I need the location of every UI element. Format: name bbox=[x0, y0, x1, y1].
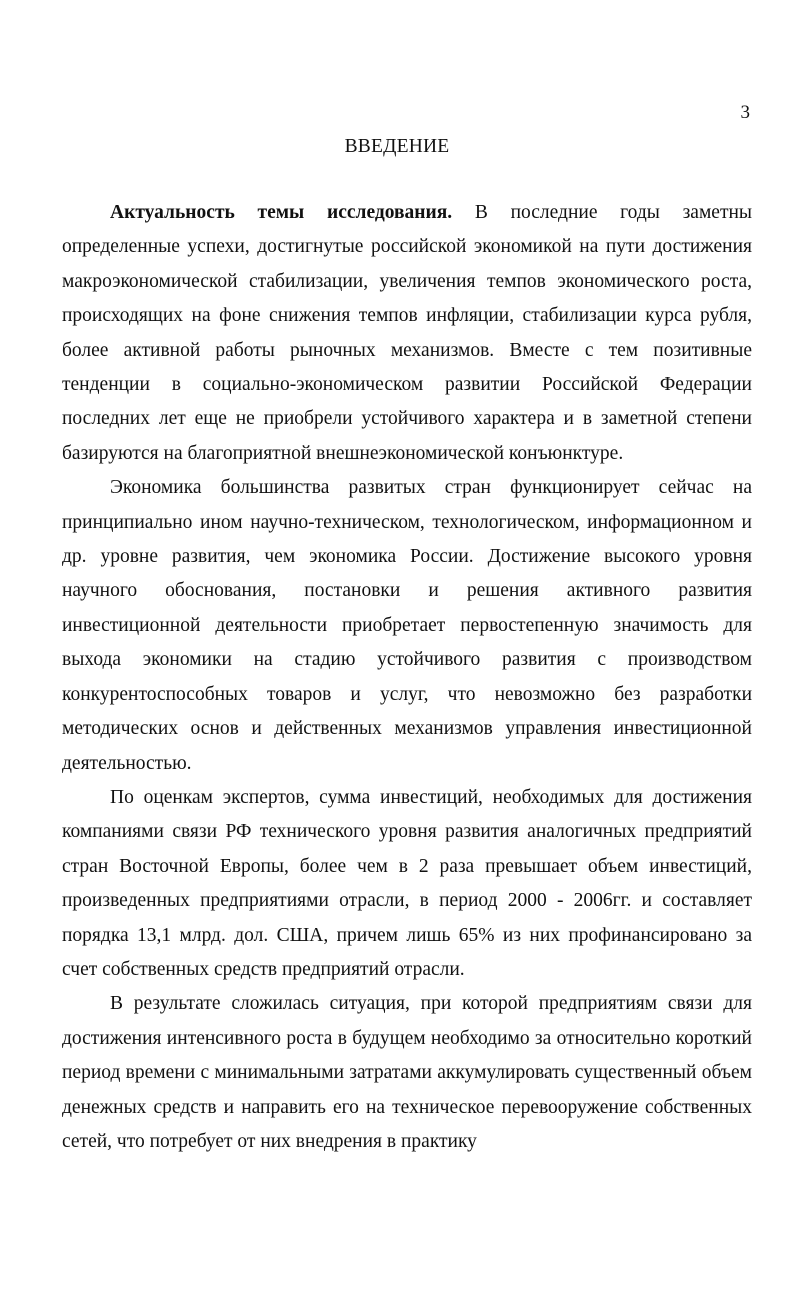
paragraph-economy: Экономика большинства развитых стран функционирует сейчас на принципиально ином научно-техническом, технологическом, информационном и др. уровне развития, чем экономика России. Достижение высокого уровня научного обоснования, постановки и решения активного развития инвестиционной деятельности приобретает первостепенную значимость для выхода экономики на стадию устойчивого развития с производством конкурентоспособных товаров и услуг, что невозможно без разработки методических основ и действенных механизмов управления инвестиционной деятельностью. bbox=[62, 477, 752, 774]
paragraph-relevance bbox=[62, 196, 752, 471]
paragraph-experts: По оценкам экспертов, сумма инвестиций, необходимых для достижения компаниями связи РФ технического уровня развития аналогичных предприятий стран Восточной Европы, более чем в 2 раза превышает объем инвестиций, произведенных предприятиями отрасли, в период 2000 - 2006гг. и составляет порядка 13,1 млрд. дол. США, причем лишь 65% из них профинансировано за счет собственных средств предприятий отрасли. bbox=[62, 786, 752, 980]
section-title: ВВЕДЕНИЕ bbox=[344, 136, 450, 157]
body-text bbox=[62, 196, 752, 1159]
page-number: 3 bbox=[740, 102, 750, 123]
paragraph-result: В результате сложилась ситуация, при которой предприятиям связи для достижения интенсивного роста в будущем необходимо за относительно короткий период времени с минимальными затратами аккумулировать существенный объем денежных средств и направить его на техническое перевооружение собственных сетей, что потребует от них внедрения в практику bbox=[62, 993, 752, 1152]
paragraph-lead: Актуальность темы исследования. bbox=[110, 202, 453, 223]
paragraph-text: В последние годы заметны определенные успехи, достигнутые российской экономикой на пути достижения макроэкономической стабилизации, увеличения темпов экономического роста, происходящих на фоне снижения темпов инфляции, стабилизации курса рубля, более активной работы рыночных механизмов. Вместе с тем позитивные тенденции в социально-экономическом развитии Российской Федерации последних лет еще не приобрели устойчивого характера и в заметной степени базируются на благоприятной внешнеэкономической конъюнктуре. bbox=[62, 202, 753, 464]
